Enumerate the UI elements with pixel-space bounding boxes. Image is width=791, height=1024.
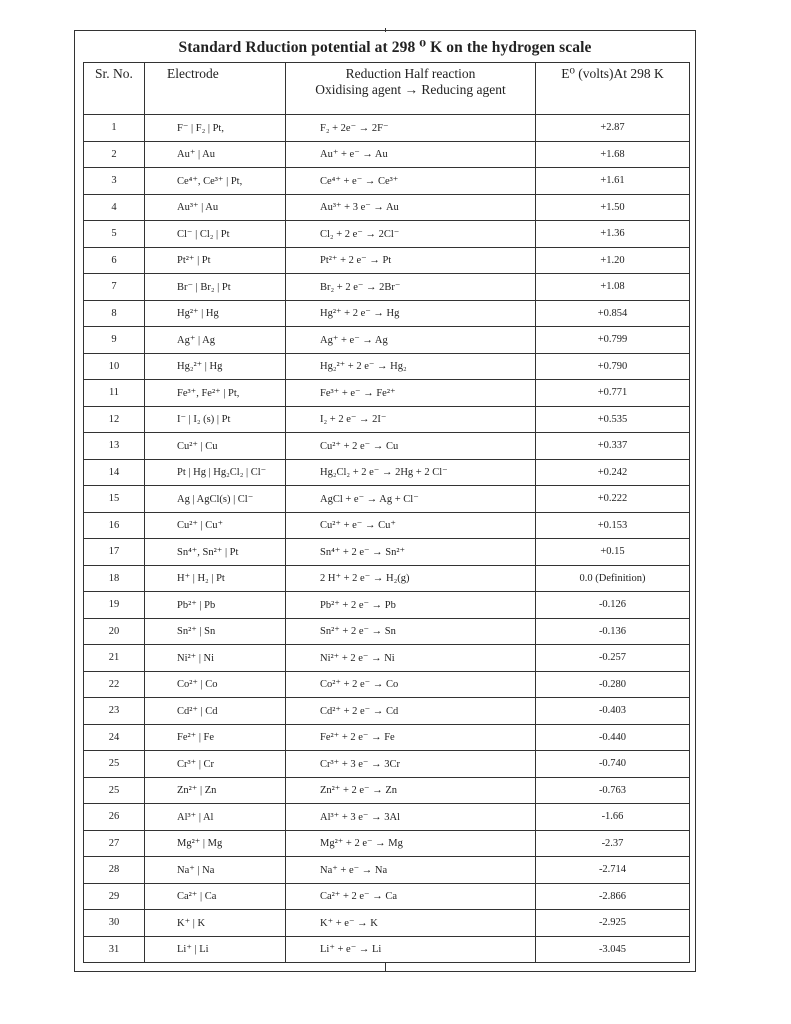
cell-reaction: Hg²⁺ + 2 e⁻ → Hg bbox=[286, 300, 536, 327]
cell-potential: +0.337 bbox=[536, 433, 690, 460]
cell-potential: +2.87 bbox=[536, 115, 690, 142]
cell-electrode: Pt | Hg | Hg₂Cl₂ | Cl⁻ bbox=[145, 459, 286, 486]
cell-sr-no: 19 bbox=[84, 592, 145, 619]
cell-reaction: Au⁺ + e⁻ → Au bbox=[286, 141, 536, 168]
table-row bbox=[84, 486, 690, 513]
cell-potential: +0.242 bbox=[536, 459, 690, 486]
cell-sr-no: 7 bbox=[84, 274, 145, 301]
cell-sr-no: 11 bbox=[84, 380, 145, 407]
cell-electrode: Pt²⁺ | Pt bbox=[145, 247, 286, 274]
cell-potential: +1.08 bbox=[536, 274, 690, 301]
cell-electrode: Cl⁻ | Cl₂ | Pt bbox=[145, 221, 286, 248]
cell-potential: +1.50 bbox=[536, 194, 690, 221]
cell-potential: -2.866 bbox=[536, 883, 690, 910]
cell-potential: +0.771 bbox=[536, 380, 690, 407]
cell-electrode: Mg²⁺ | Mg bbox=[145, 830, 286, 857]
cell-reaction: Cu²⁺ + e⁻ → Cu⁺ bbox=[286, 512, 536, 539]
cell-sr-no: 31 bbox=[84, 936, 145, 963]
cell-reaction: Li⁺ + e⁻ → Li bbox=[286, 936, 536, 963]
cell-potential: -0.280 bbox=[536, 671, 690, 698]
cell-reaction: Cd²⁺ + 2 e⁻ → Cd bbox=[286, 698, 536, 725]
cell-potential: +0.790 bbox=[536, 353, 690, 380]
cell-sr-no: 1 bbox=[84, 115, 145, 142]
cell-sr-no: 15 bbox=[84, 486, 145, 513]
cell-electrode: Li⁺ | Li bbox=[145, 936, 286, 963]
potential-table-frame bbox=[74, 30, 696, 972]
cell-reaction: AgCl + e⁻ → Ag + Cl⁻ bbox=[286, 486, 536, 513]
cell-reaction: Na⁺ + e⁻ → Na bbox=[286, 857, 536, 884]
cell-electrode: Cu²⁺ | Cu bbox=[145, 433, 286, 460]
table-row bbox=[84, 459, 690, 486]
cell-electrode: Fe³⁺, Fe²⁺ | Pt, bbox=[145, 380, 286, 407]
cell-reaction: K⁺ + e⁻ → K bbox=[286, 910, 536, 937]
cell-potential: +1.20 bbox=[536, 247, 690, 274]
cell-reaction: Fe²⁺ + 2 e⁻ → Fe bbox=[286, 724, 536, 751]
cell-electrode: Hg²⁺ | Hg bbox=[145, 300, 286, 327]
table-row bbox=[84, 910, 690, 937]
cell-electrode: I⁻ | I₂ (s) | Pt bbox=[145, 406, 286, 433]
cell-potential: +1.68 bbox=[536, 141, 690, 168]
table-row bbox=[84, 300, 690, 327]
cell-sr-no: 27 bbox=[84, 830, 145, 857]
cell-sr-no: 22 bbox=[84, 671, 145, 698]
cell-potential: -0.763 bbox=[536, 777, 690, 804]
cell-electrode: Au³⁺ | Au bbox=[145, 194, 286, 221]
cell-sr-no: 9 bbox=[84, 327, 145, 354]
cell-reaction: Sn⁴⁺ + 2 e⁻ → Sn²⁺ bbox=[286, 539, 536, 566]
header-reaction-line2: Oxidising agent → Reducing agent bbox=[315, 82, 506, 97]
cell-potential: +1.61 bbox=[536, 168, 690, 195]
table-row bbox=[84, 565, 690, 592]
header-potential: E⁰ (volts)At 298 K bbox=[536, 63, 690, 115]
cell-potential: -0.740 bbox=[536, 751, 690, 778]
cell-reaction: Hg₂Cl₂ + 2 e⁻ → 2Hg + 2 Cl⁻ bbox=[286, 459, 536, 486]
cell-reaction: Al³⁺ + 3 e⁻ → 3Al bbox=[286, 804, 536, 831]
cell-reaction: Mg²⁺ + 2 e⁻ → Mg bbox=[286, 830, 536, 857]
cell-sr-no: 5 bbox=[84, 221, 145, 248]
cell-potential: -2.714 bbox=[536, 857, 690, 884]
cell-electrode: Br⁻ | Br₂ | Pt bbox=[145, 274, 286, 301]
cell-electrode: Fe²⁺ | Fe bbox=[145, 724, 286, 751]
table-row bbox=[84, 353, 690, 380]
cell-reaction: Ca²⁺ + 2 e⁻ → Ca bbox=[286, 883, 536, 910]
cell-potential: -2.925 bbox=[536, 910, 690, 937]
cell-reaction: Cu²⁺ + 2 e⁻ → Cu bbox=[286, 433, 536, 460]
table-row bbox=[84, 539, 690, 566]
cell-electrode: Pb²⁺ | Pb bbox=[145, 592, 286, 619]
cell-potential: +0.854 bbox=[536, 300, 690, 327]
table-row bbox=[84, 406, 690, 433]
cell-electrode: Ca²⁺ | Ca bbox=[145, 883, 286, 910]
table-row bbox=[84, 777, 690, 804]
cell-reaction: Cr³⁺ + 3 e⁻ → 3Cr bbox=[286, 751, 536, 778]
table-row bbox=[84, 115, 690, 142]
cell-reaction: F₂ + 2e⁻ → 2F⁻ bbox=[286, 115, 536, 142]
cell-potential: -0.440 bbox=[536, 724, 690, 751]
page-title: Standard Rduction potential at 298 ⁰ K on the hydrogen scale bbox=[178, 39, 592, 56]
top-tick-mark bbox=[385, 28, 386, 32]
cell-electrode: Hg₂²⁺ | Hg bbox=[145, 353, 286, 380]
table-row bbox=[84, 221, 690, 248]
table-row bbox=[84, 751, 690, 778]
cell-potential: +0.222 bbox=[536, 486, 690, 513]
cell-reaction: Ag⁺ + e⁻ → Ag bbox=[286, 327, 536, 354]
header-sr-no: Sr. No. bbox=[84, 63, 145, 115]
table-row bbox=[84, 857, 690, 884]
header-reaction bbox=[286, 63, 536, 115]
cell-electrode: Cr³⁺ | Cr bbox=[145, 751, 286, 778]
cell-sr-no: 25 bbox=[84, 751, 145, 778]
table-row bbox=[84, 645, 690, 672]
cell-potential: +0.15 bbox=[536, 539, 690, 566]
cell-potential: -2.37 bbox=[536, 830, 690, 857]
cell-sr-no: 12 bbox=[84, 406, 145, 433]
cell-reaction: Co²⁺ + 2 e⁻ → Co bbox=[286, 671, 536, 698]
cell-potential: 0.0 (Definition) bbox=[536, 565, 690, 592]
table-row bbox=[84, 671, 690, 698]
cell-reaction: Au³⁺ + 3 e⁻ → Au bbox=[286, 194, 536, 221]
cell-sr-no: 2 bbox=[84, 141, 145, 168]
cell-electrode: H⁺ | H₂ | Pt bbox=[145, 565, 286, 592]
cell-reaction: Ce⁴⁺ + e⁻ → Ce³⁺ bbox=[286, 168, 536, 195]
cell-reaction: Pt²⁺ + 2 e⁻ → Pt bbox=[286, 247, 536, 274]
table-row bbox=[84, 274, 690, 301]
cell-electrode: Sn²⁺ | Sn bbox=[145, 618, 286, 645]
table-row bbox=[84, 936, 690, 963]
cell-reaction: Br₂ + 2 e⁻ → 2Br⁻ bbox=[286, 274, 536, 301]
cell-reaction: Zn²⁺ + 2 e⁻ → Zn bbox=[286, 777, 536, 804]
cell-electrode: Zn²⁺ | Zn bbox=[145, 777, 286, 804]
cell-sr-no: 8 bbox=[84, 300, 145, 327]
cell-sr-no: 16 bbox=[84, 512, 145, 539]
cell-electrode: Ag⁺ | Ag bbox=[145, 327, 286, 354]
table-row bbox=[84, 247, 690, 274]
cell-reaction: I₂ + 2 e⁻ → 2I⁻ bbox=[286, 406, 536, 433]
cell-sr-no: 18 bbox=[84, 565, 145, 592]
cell-sr-no: 21 bbox=[84, 645, 145, 672]
cell-potential: +0.799 bbox=[536, 327, 690, 354]
table-row bbox=[84, 327, 690, 354]
cell-reaction: Cl₂ + 2 e⁻ → 2Cl⁻ bbox=[286, 221, 536, 248]
cell-reaction: Hg₂²⁺ + 2 e⁻ → Hg₂ bbox=[286, 353, 536, 380]
bottom-tick-mark bbox=[385, 962, 386, 972]
cell-sr-no: 26 bbox=[84, 804, 145, 831]
cell-sr-no: 29 bbox=[84, 883, 145, 910]
table-header-row bbox=[84, 63, 690, 115]
cell-electrode: Co²⁺ | Co bbox=[145, 671, 286, 698]
cell-electrode: F⁻ | F₂ | Pt, bbox=[145, 115, 286, 142]
cell-sr-no: 25 bbox=[84, 777, 145, 804]
cell-electrode: Al³⁺ | Al bbox=[145, 804, 286, 831]
cell-sr-no: 23 bbox=[84, 698, 145, 725]
cell-sr-no: 14 bbox=[84, 459, 145, 486]
cell-potential: +1.36 bbox=[536, 221, 690, 248]
reduction-potential-table bbox=[83, 62, 690, 963]
cell-reaction: Ni²⁺ + 2 e⁻ → Ni bbox=[286, 645, 536, 672]
cell-sr-no: 13 bbox=[84, 433, 145, 460]
cell-electrode: Ni²⁺ | Ni bbox=[145, 645, 286, 672]
cell-reaction: 2 H⁺ + 2 e⁻ → H₂(g) bbox=[286, 565, 536, 592]
cell-sr-no: 20 bbox=[84, 618, 145, 645]
table-row bbox=[84, 698, 690, 725]
table-row bbox=[84, 168, 690, 195]
table-row bbox=[84, 804, 690, 831]
cell-potential: -3.045 bbox=[536, 936, 690, 963]
cell-potential: -0.136 bbox=[536, 618, 690, 645]
cell-sr-no: 28 bbox=[84, 857, 145, 884]
cell-electrode: Sn⁴⁺, Sn²⁺ | Pt bbox=[145, 539, 286, 566]
table-row bbox=[84, 592, 690, 619]
table-row bbox=[84, 830, 690, 857]
cell-sr-no: 30 bbox=[84, 910, 145, 937]
cell-potential: +0.153 bbox=[536, 512, 690, 539]
cell-potential: -1.66 bbox=[536, 804, 690, 831]
table-row bbox=[84, 512, 690, 539]
cell-electrode: Cu²⁺ | Cu⁺ bbox=[145, 512, 286, 539]
table-row bbox=[84, 618, 690, 645]
cell-potential: -0.257 bbox=[536, 645, 690, 672]
table-row bbox=[84, 883, 690, 910]
cell-electrode: Na⁺ | Na bbox=[145, 857, 286, 884]
header-electrode: Electrode bbox=[145, 63, 286, 115]
cell-electrode: Ce⁴⁺, Ce³⁺ | Pt, bbox=[145, 168, 286, 195]
table-row bbox=[84, 433, 690, 460]
cell-sr-no: 4 bbox=[84, 194, 145, 221]
cell-sr-no: 6 bbox=[84, 247, 145, 274]
cell-electrode: Ag | AgCl(s) | Cl⁻ bbox=[145, 486, 286, 513]
table-row bbox=[84, 380, 690, 407]
cell-reaction: Fe³⁺ + e⁻ → Fe²⁺ bbox=[286, 380, 536, 407]
cell-reaction: Pb²⁺ + 2 e⁻ → Pb bbox=[286, 592, 536, 619]
table-row bbox=[84, 141, 690, 168]
cell-electrode: Au⁺ | Au bbox=[145, 141, 286, 168]
table-row bbox=[84, 194, 690, 221]
table-row bbox=[84, 724, 690, 751]
cell-electrode: Cd²⁺ | Cd bbox=[145, 698, 286, 725]
cell-sr-no: 17 bbox=[84, 539, 145, 566]
cell-reaction: Sn²⁺ + 2 e⁻ → Sn bbox=[286, 618, 536, 645]
cell-potential: +0.535 bbox=[536, 406, 690, 433]
header-reaction-line1: Reduction Half reaction bbox=[345, 66, 476, 81]
cell-electrode: K⁺ | K bbox=[145, 910, 286, 937]
cell-potential: -0.403 bbox=[536, 698, 690, 725]
cell-sr-no: 24 bbox=[84, 724, 145, 751]
cell-sr-no: 3 bbox=[84, 168, 145, 195]
cell-potential: -0.126 bbox=[536, 592, 690, 619]
cell-sr-no: 10 bbox=[84, 353, 145, 380]
